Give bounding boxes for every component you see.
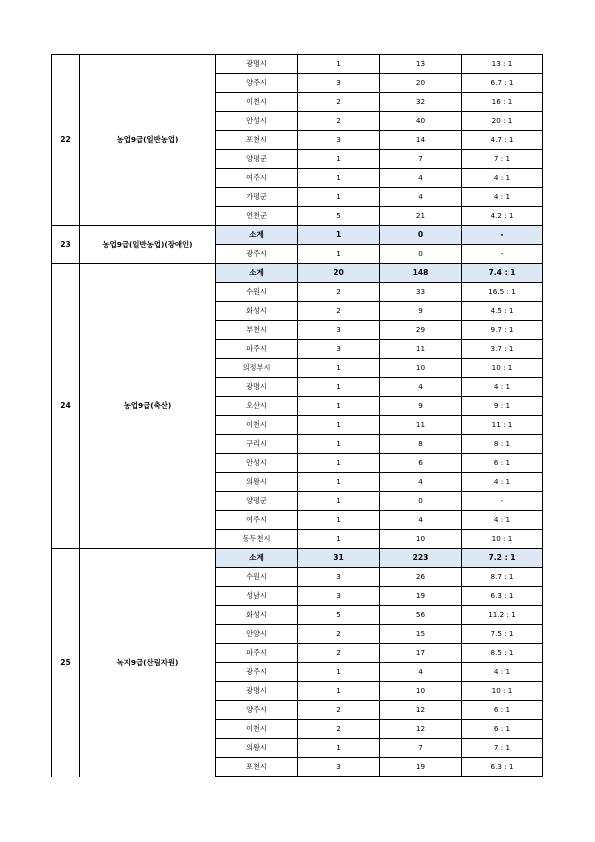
quota-cell: 1 — [298, 378, 380, 397]
quota-cell: 1 — [298, 245, 380, 264]
applicants-cell: 33 — [380, 283, 462, 302]
quota-cell: 2 — [298, 283, 380, 302]
region-cell: 소계 — [216, 549, 298, 568]
quota-cell: 3 — [298, 758, 380, 777]
quota-cell: 3 — [298, 568, 380, 587]
applicants-cell: 0 — [380, 226, 462, 245]
region-cell: 양주시 — [216, 701, 298, 720]
quota-cell: 20 — [298, 264, 380, 283]
subtotal-row — [52, 264, 543, 283]
ratio-cell: 6 : 1 — [462, 720, 543, 739]
ratio-cell: 4 : 1 — [462, 169, 543, 188]
region-cell: 안성시 — [216, 454, 298, 473]
applicants-cell: 10 — [380, 682, 462, 701]
applicants-cell: 0 — [380, 245, 462, 264]
applicants-cell: 148 — [380, 264, 462, 283]
ratio-cell: - — [462, 226, 543, 245]
applicants-cell: 10 — [380, 359, 462, 378]
region-cell: 광명시 — [216, 378, 298, 397]
region-cell: 여주시 — [216, 169, 298, 188]
ratio-cell: 10 : 1 — [462, 530, 543, 549]
region-cell: 수원시 — [216, 283, 298, 302]
region-cell: 화성시 — [216, 302, 298, 321]
quota-cell: 2 — [298, 112, 380, 131]
ratio-cell: 13 : 1 — [462, 55, 543, 74]
region-cell: 여주시 — [216, 511, 298, 530]
quota-cell: 31 — [298, 549, 380, 568]
quota-cell: 1 — [298, 473, 380, 492]
ratio-cell: 10 : 1 — [462, 359, 543, 378]
region-cell: 성남시 — [216, 587, 298, 606]
quota-cell: 1 — [298, 682, 380, 701]
ratio-cell: 16.5 : 1 — [462, 283, 543, 302]
applicants-cell: 26 — [380, 568, 462, 587]
ratio-cell: 9.7 : 1 — [462, 321, 543, 340]
region-cell: 가평군 — [216, 188, 298, 207]
applicants-cell: 10 — [380, 530, 462, 549]
ratio-cell: 9 : 1 — [462, 397, 543, 416]
ratio-cell: 6 : 1 — [462, 701, 543, 720]
applicants-cell: 223 — [380, 549, 462, 568]
region-cell: 의왕시 — [216, 473, 298, 492]
ratio-cell: 4.5 : 1 — [462, 302, 543, 321]
region-cell: 광명시 — [216, 682, 298, 701]
region-cell: 포천시 — [216, 131, 298, 150]
quota-cell: 1 — [298, 663, 380, 682]
quota-cell: 3 — [298, 340, 380, 359]
region-cell: 동두천시 — [216, 530, 298, 549]
applicants-cell: 14 — [380, 131, 462, 150]
ratio-cell: 7.2 : 1 — [462, 549, 543, 568]
recruitment-table-page — [51, 54, 543, 777]
quota-cell: 2 — [298, 93, 380, 112]
quota-cell: 1 — [298, 188, 380, 207]
applicants-cell: 11 — [380, 416, 462, 435]
table-row — [52, 55, 543, 74]
ratio-cell: 11 : 1 — [462, 416, 543, 435]
applicants-cell: 21 — [380, 207, 462, 226]
job-title-cell: 농업9급(일반농업) — [80, 55, 216, 226]
region-cell: 안양시 — [216, 625, 298, 644]
subtotal-row — [52, 226, 543, 245]
ratio-cell: 4.7 : 1 — [462, 131, 543, 150]
ratio-cell: 11.2 : 1 — [462, 606, 543, 625]
applicants-cell: 40 — [380, 112, 462, 131]
quota-cell: 3 — [298, 74, 380, 93]
quota-cell: 1 — [298, 511, 380, 530]
quota-cell: 5 — [298, 207, 380, 226]
applicants-cell: 9 — [380, 302, 462, 321]
applicants-cell: 12 — [380, 720, 462, 739]
region-cell: 연천군 — [216, 207, 298, 226]
quota-cell: 2 — [298, 701, 380, 720]
quota-cell: 1 — [298, 169, 380, 188]
ratio-cell: - — [462, 492, 543, 511]
ratio-cell: 7 : 1 — [462, 150, 543, 169]
quota-cell: 1 — [298, 150, 380, 169]
quota-cell: 2 — [298, 720, 380, 739]
group-number-cell: 24 — [52, 264, 80, 549]
region-cell: 구리시 — [216, 435, 298, 454]
region-cell: 포천시 — [216, 758, 298, 777]
applicants-cell: 19 — [380, 587, 462, 606]
subtotal-row — [52, 549, 543, 568]
region-cell: 의왕시 — [216, 739, 298, 758]
applicants-cell: 4 — [380, 169, 462, 188]
region-cell: 소계 — [216, 226, 298, 245]
quota-cell: 1 — [298, 492, 380, 511]
applicants-cell: 17 — [380, 644, 462, 663]
ratio-cell: 4 : 1 — [462, 473, 543, 492]
applicants-cell: 15 — [380, 625, 462, 644]
region-cell: 광주시 — [216, 663, 298, 682]
job-title-cell: 농업9급(축산) — [80, 264, 216, 549]
ratio-cell: 20 : 1 — [462, 112, 543, 131]
quota-cell: 1 — [298, 359, 380, 378]
group-number-cell: 25 — [52, 549, 80, 777]
applicants-cell: 29 — [380, 321, 462, 340]
ratio-cell: - — [462, 245, 543, 264]
quota-cell: 1 — [298, 530, 380, 549]
ratio-cell: 7 : 1 — [462, 739, 543, 758]
quota-cell: 1 — [298, 416, 380, 435]
ratio-cell: 4.2 : 1 — [462, 207, 543, 226]
ratio-cell: 10 : 1 — [462, 682, 543, 701]
quota-cell: 2 — [298, 625, 380, 644]
job-title-cell: 녹지9급(산림자원) — [80, 549, 216, 777]
region-cell: 광명시 — [216, 55, 298, 74]
ratio-cell: 4 : 1 — [462, 663, 543, 682]
quota-cell: 2 — [298, 644, 380, 663]
region-cell: 부천시 — [216, 321, 298, 340]
quota-cell: 3 — [298, 131, 380, 150]
applicants-cell: 4 — [380, 511, 462, 530]
region-cell: 파주시 — [216, 340, 298, 359]
group-number-cell: 23 — [52, 226, 80, 264]
ratio-cell: 7.4 : 1 — [462, 264, 543, 283]
region-cell: 의정부시 — [216, 359, 298, 378]
applicants-cell: 4 — [380, 188, 462, 207]
region-cell: 이천시 — [216, 720, 298, 739]
quota-cell: 5 — [298, 606, 380, 625]
ratio-cell: 8.5 : 1 — [462, 644, 543, 663]
applicants-cell: 8 — [380, 435, 462, 454]
applicants-cell: 4 — [380, 663, 462, 682]
applicants-cell: 11 — [380, 340, 462, 359]
region-cell: 소계 — [216, 264, 298, 283]
job-title-cell: 농업9급(일반농업)(장애인) — [80, 226, 216, 264]
ratio-cell: 4 : 1 — [462, 378, 543, 397]
region-cell: 이천시 — [216, 93, 298, 112]
quota-cell: 1 — [298, 454, 380, 473]
region-cell: 수원시 — [216, 568, 298, 587]
ratio-cell: 6.7 : 1 — [462, 74, 543, 93]
quota-cell: 1 — [298, 739, 380, 758]
ratio-cell: 4 : 1 — [462, 188, 543, 207]
applicants-cell: 12 — [380, 701, 462, 720]
competition-rate-table — [51, 54, 543, 777]
quota-cell: 1 — [298, 435, 380, 454]
ratio-cell: 8.7 : 1 — [462, 568, 543, 587]
quota-cell: 1 — [298, 226, 380, 245]
applicants-cell: 0 — [380, 492, 462, 511]
quota-cell: 2 — [298, 302, 380, 321]
ratio-cell: 8 : 1 — [462, 435, 543, 454]
ratio-cell: 6.3 : 1 — [462, 758, 543, 777]
region-cell: 안성시 — [216, 112, 298, 131]
applicants-cell: 6 — [380, 454, 462, 473]
quota-cell: 1 — [298, 55, 380, 74]
quota-cell: 3 — [298, 321, 380, 340]
quota-cell: 3 — [298, 587, 380, 606]
ratio-cell: 4 : 1 — [462, 511, 543, 530]
ratio-cell: 16 : 1 — [462, 93, 543, 112]
applicants-cell: 20 — [380, 74, 462, 93]
region-cell: 화성시 — [216, 606, 298, 625]
group-number-cell: 22 — [52, 55, 80, 226]
region-cell: 광주시 — [216, 245, 298, 264]
ratio-cell: 7.5 : 1 — [462, 625, 543, 644]
region-cell: 파주시 — [216, 644, 298, 663]
region-cell: 양평군 — [216, 492, 298, 511]
ratio-cell: 6.3 : 1 — [462, 587, 543, 606]
applicants-cell: 4 — [380, 473, 462, 492]
applicants-cell: 7 — [380, 739, 462, 758]
region-cell: 양평군 — [216, 150, 298, 169]
applicants-cell: 7 — [380, 150, 462, 169]
region-cell: 이천시 — [216, 416, 298, 435]
applicants-cell: 19 — [380, 758, 462, 777]
region-cell: 오산시 — [216, 397, 298, 416]
ratio-cell: 6 : 1 — [462, 454, 543, 473]
applicants-cell: 13 — [380, 55, 462, 74]
region-cell: 양주시 — [216, 74, 298, 93]
quota-cell: 1 — [298, 397, 380, 416]
ratio-cell: 3.7 : 1 — [462, 340, 543, 359]
applicants-cell: 56 — [380, 606, 462, 625]
applicants-cell: 4 — [380, 378, 462, 397]
applicants-cell: 9 — [380, 397, 462, 416]
applicants-cell: 32 — [380, 93, 462, 112]
